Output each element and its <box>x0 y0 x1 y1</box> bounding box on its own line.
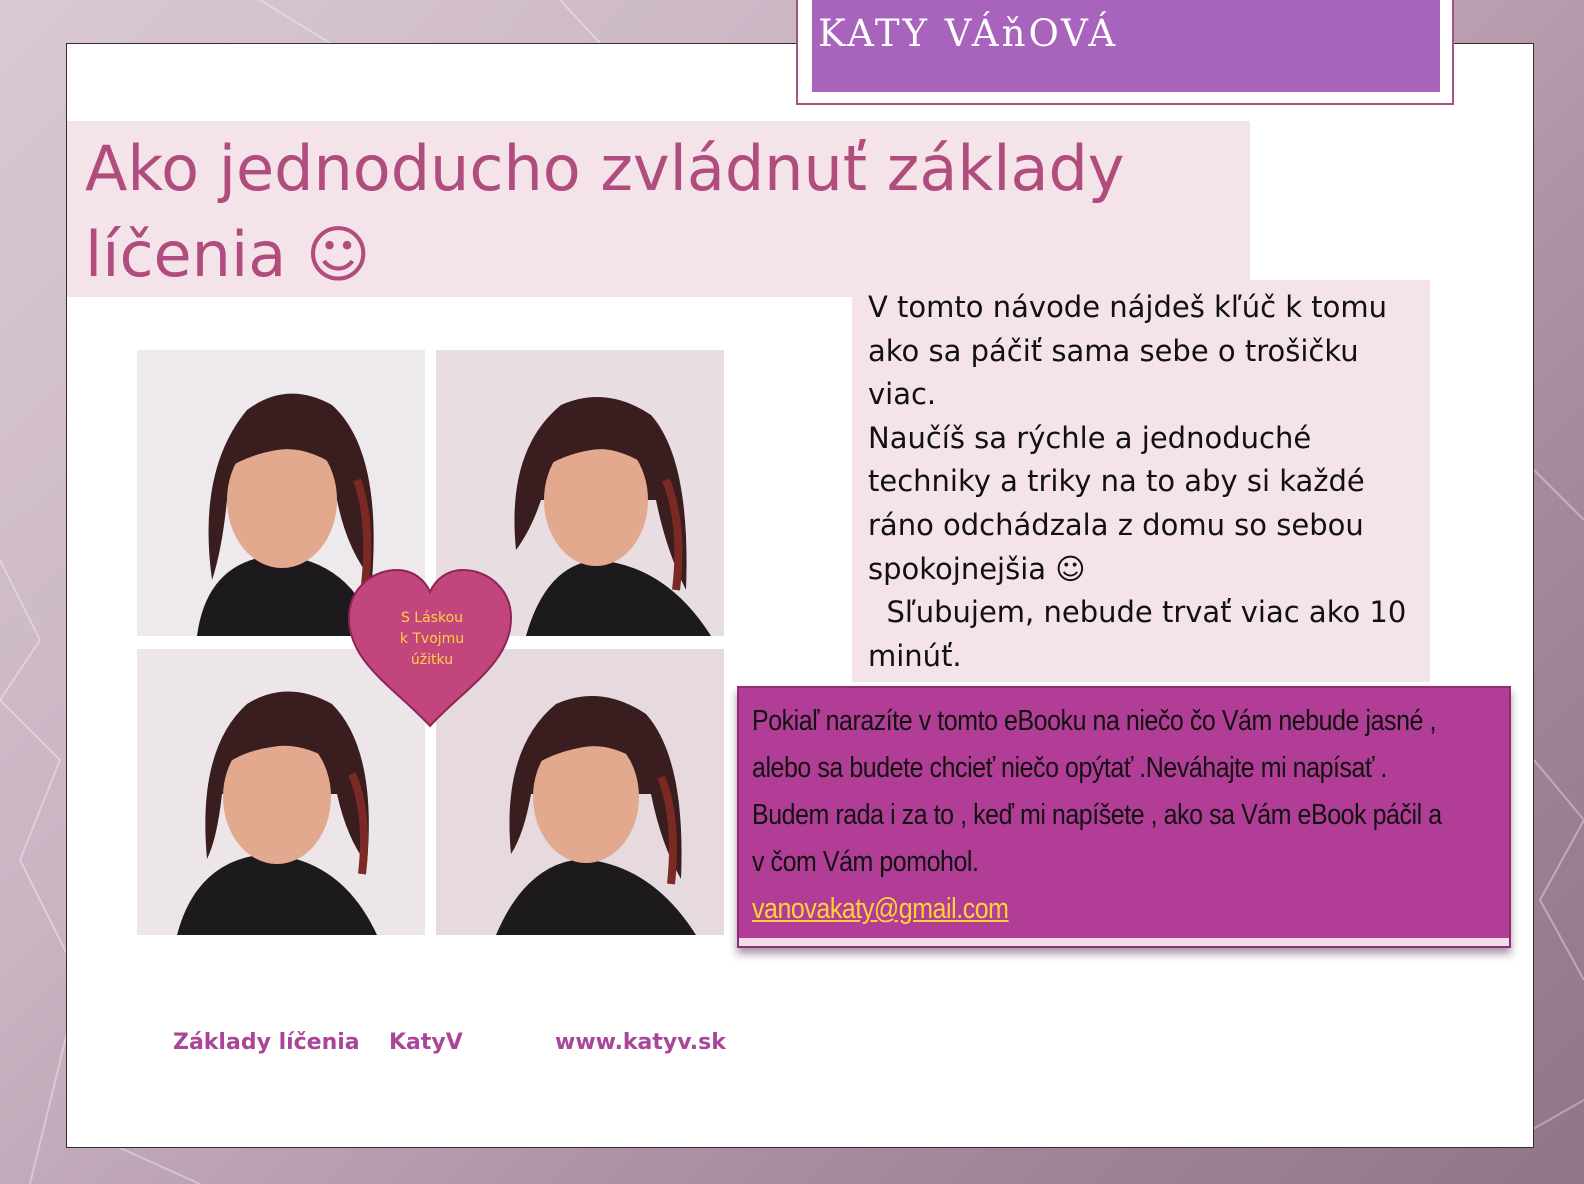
contact-line-3: Budem rada i za to , keď mi napíšete , ako sa Vám eBook páčil a <box>752 799 1442 831</box>
intro-text: V tomto návode nájdeš kľúč k tomu ako sa páčiť sama sebe o trošičku viac. Naučíš sa rýchle a jednoduché techniky a triky na to aby si každé ráno odchádzala z domu so sebou spokojnejšia ☺ Sľubujem, nebude trvať viac ako 10 minúť. <box>868 290 1407 673</box>
contact-line-2: alebo sa budete chcieť niečo opýtať .Neváhajte mi napísať . <box>752 752 1387 784</box>
page-title: Ako jednoducho zvládnuť základy líčenia ☺ <box>85 132 1125 291</box>
heart-line-1: S Láskou <box>400 610 464 626</box>
contact-text <box>752 698 1502 933</box>
contact-line-1: Pokiaľ narazíte v tomto eBooku na niečo čo Vám nebude jasné , <box>752 705 1436 737</box>
footer-topic: Základy líčenia <box>173 1030 360 1055</box>
brand-name: KATY VÁňOVÁ <box>818 12 1119 55</box>
heart-line-2: k Tvojmu <box>399 631 465 647</box>
footer-author: KatyV <box>389 1030 463 1055</box>
email-link[interactable]: vanovakaty@gmail.com <box>752 893 1009 925</box>
footer-website-link[interactable]: www.katyv.sk <box>555 1030 726 1055</box>
heart-line-3: úžitku <box>410 652 454 668</box>
heart-message <box>379 608 485 671</box>
contact-line-4: v čom Vám pomohol. <box>752 846 979 878</box>
